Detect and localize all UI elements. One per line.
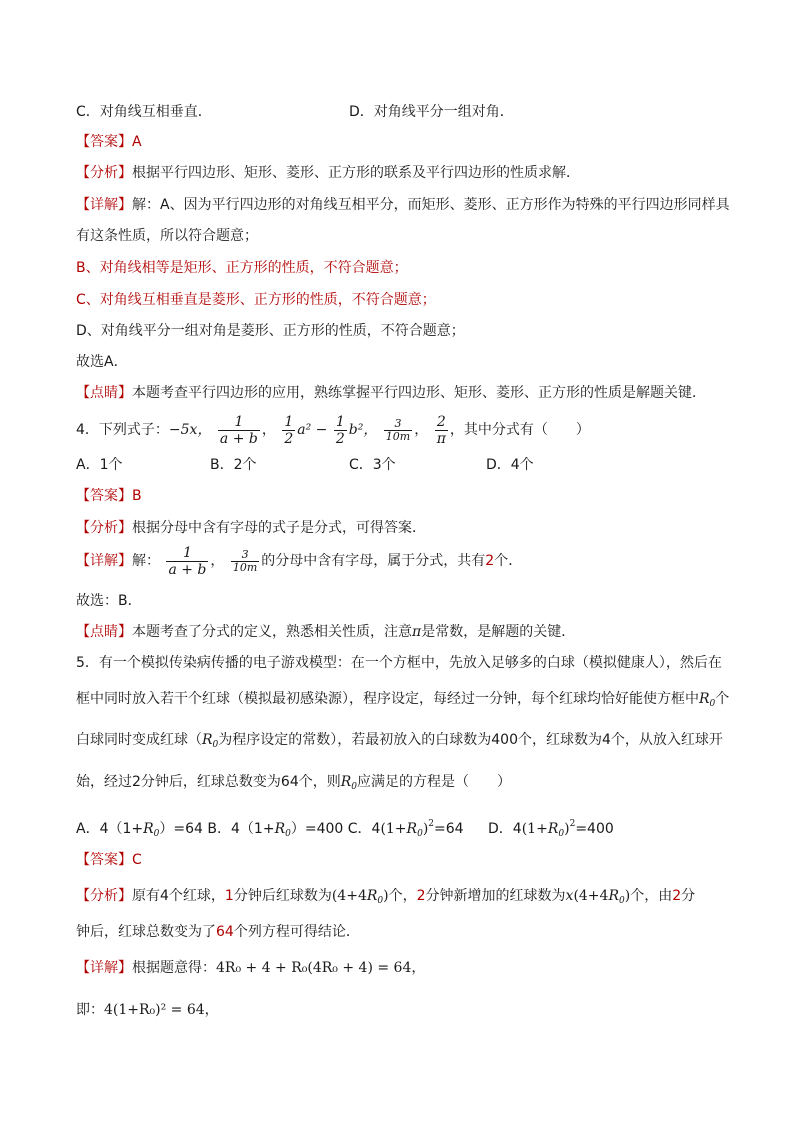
q4-answer-line (76, 486, 142, 506)
q3-detail-line-2: 有这条性质，所以符合题意； (76, 228, 258, 244)
fraction-numerator: 1 (182, 544, 192, 561)
detail-tag: 【详解】 (76, 553, 132, 569)
q5-analysis-line-2 (76, 922, 360, 942)
r0-symbol (699, 691, 715, 707)
q4-choose: 故选：B． (76, 593, 142, 609)
detail-tag: 【详解】 (76, 960, 132, 976)
fraction-denominator: 10m (385, 429, 411, 443)
r0-letter: R (143, 821, 154, 837)
q5-stem-3a: 白球同时变成红球（ (76, 732, 202, 748)
fraction-numerator: 1 (335, 413, 345, 430)
analysis-expression-1: $(4+4R_0)$ (331, 888, 389, 906)
r0-subscript: 0 (285, 829, 291, 839)
q5-option-c (348, 821, 464, 837)
then-equation: 4(1+R₀)² = 64， (104, 1002, 219, 1018)
fraction-denominator: 2 (284, 430, 294, 447)
option-b-text: B．4（1+ (207, 821, 275, 837)
q5-stem-1: 5．有一个模拟传染病传播的电子游戏模型：在一个方框中，先放入足够多的白球（模拟健康人），然后在 (76, 655, 722, 671)
q3-detail-line-1 (76, 195, 730, 215)
detail-tag: 【详解】 (76, 197, 132, 213)
option-d-text: D．4 (488, 821, 522, 837)
fraction-denominator: a + b (168, 561, 207, 578)
fraction-denominator: 2 (335, 430, 345, 447)
q3-answer-line (76, 132, 142, 152)
q4-a2: a² − (297, 422, 328, 438)
analysis-text: 根据平行四边形、矩形、菱形、正方形的联系及平行四边形的性质求解． (132, 165, 580, 181)
q3-option-d: D．对角线平分一组对角． (349, 104, 514, 120)
r0-subscript: 0 (153, 829, 160, 839)
q4-stem-suffix: ，其中分式有（ ） (449, 422, 590, 438)
q4-option-d: D．4个 (486, 457, 534, 473)
then-label: 即： (76, 1002, 104, 1018)
answer-tag: 【答案】 (76, 488, 132, 504)
comment-text: 本题考查平行四边形的应用，熟练掌握平行四边形、矩形、菱形、正方形的性质是解题关键． (132, 385, 706, 401)
r0-symbol (202, 732, 218, 748)
comment-text-b: 是常数，是解题的关键． (421, 624, 576, 640)
q3-option-c: C．对角线互相垂直． (76, 104, 212, 120)
fraction-numerator: 3 (394, 416, 402, 430)
answer-value: B (132, 488, 142, 504)
analysis-part: 个列方程可得结论． (233, 924, 360, 940)
q3-choose: 故选A． (76, 354, 128, 370)
analysis-tag: 【分析】 (76, 165, 132, 181)
r0-letter: R (547, 821, 559, 837)
q5-stem-4a: 始，经过2分钟后，红球总数变为64个，则 (76, 774, 341, 790)
q4-fraction-1 (218, 414, 260, 447)
q5-option-b (207, 821, 343, 837)
q5-stem-3 (76, 730, 723, 755)
analysis-number: 2 (416, 888, 426, 904)
analysis-part: 原有4个红球， (132, 888, 225, 904)
analysis-number: 1 (224, 888, 234, 904)
fraction-denominator: π (436, 430, 446, 447)
q5-then-line (76, 1000, 219, 1020)
analysis-part: 分 (681, 888, 696, 904)
q4-detail-fraction-1 (166, 545, 208, 578)
analysis-tag: 【分析】 (76, 888, 132, 904)
r0-subscript: 0 (351, 782, 358, 792)
q4-option-b: B．2个 (210, 457, 257, 473)
analysis-tag: 【分析】 (76, 520, 132, 536)
option-a-rest: ）=64 (159, 821, 203, 837)
answer-value: C (132, 852, 142, 868)
r0-symbol (275, 821, 291, 837)
detail-text: 根据题意得： (132, 960, 216, 976)
pi-symbol: π (412, 624, 422, 640)
fraction-numerator: 1 (284, 413, 294, 430)
q5-stem-4b: 应满足的方程是（ ） (357, 774, 512, 790)
q5-stem-4 (76, 772, 511, 797)
answer-tag: 【答案】 (76, 134, 132, 150)
q3-detail-d: D、对角线平分一组对角是菱形、正方形的性质，不符合题意； (76, 323, 465, 339)
fraction-denominator: a + b (219, 430, 258, 447)
q4-b2: b²， (348, 422, 378, 438)
detail-mid: 的分母中含有字母，属于分式，共有 (261, 553, 486, 569)
analysis-text: 根据分母中含有字母的式子是分式，可得答案． (132, 520, 426, 536)
r0-symbol (341, 774, 357, 790)
r0-letter: R (406, 821, 418, 837)
analysis-expression-2: $x(4+4R_0)$ (565, 888, 631, 906)
analysis-number: 64 (216, 924, 234, 940)
detail-count: 2 (485, 553, 495, 569)
q4-fraction-4 (435, 414, 448, 447)
q5-stem-2 (76, 689, 729, 714)
q3-detail-b: B、对角线相等是矩形、正方形的性质，不符合题意； (76, 260, 408, 276)
option-a-text: A．4（1+ (76, 821, 144, 837)
r0-letter: R (274, 821, 286, 837)
option-b-rest: ）=400 (290, 821, 344, 837)
detail-prefix: 解： (132, 553, 160, 569)
option-c-paren: $(1+R_0)^2$ (380, 819, 435, 839)
q5-option-a (76, 821, 203, 837)
r0-subscript: 0 (417, 829, 423, 839)
q3-detail-c: C、对角线互相垂直是菱形、正方形的性质，不符合题意； (76, 292, 436, 308)
analysis-number: 2 (672, 888, 682, 904)
q4-stem: 4．下列式子：−5x， $\frac{1}{a + b}$ ， $\frac{1}{2}$ a² − $\frac{1}{2}$ b²， $\frac{3}{10m}$ ， $\frac{2}{\pi}$ ，其中分式有（ ） (76, 413, 590, 447)
q3-analysis-line (76, 163, 580, 183)
answer-value: A (132, 134, 142, 150)
q4-stem-prefix: 4．下列式子： (76, 422, 169, 438)
r0-letter: R (699, 691, 710, 707)
q4-detail-fraction-2 (231, 549, 259, 574)
option-d-paren: $(1+R_0)^2$ (521, 819, 576, 839)
r0-subscript: 0 (558, 829, 565, 839)
analysis-part: 个，由 (630, 888, 673, 904)
q3-comment-line (76, 383, 706, 403)
fraction-numerator: 2 (436, 413, 446, 430)
q4-detail-line: 【详解】解： $\frac{1}{a + b}$ ， $\frac{3}{10m}$ 的分母中含有字母，属于分式，共有2个． (76, 544, 523, 578)
detail-suffix: 个． (494, 553, 523, 569)
q4-expr-1: −5x， (168, 422, 212, 438)
analysis-part: 钟后，红球总数变为了 (76, 924, 216, 940)
analysis-part: 分钟后红球数为 (233, 888, 332, 904)
q5-stem-2b: 个 (715, 691, 730, 707)
option-c-text: C．4 (347, 821, 381, 837)
q4-fraction-3 (384, 418, 412, 443)
q5-analysis-line-1 (76, 886, 695, 911)
detail-equation: 4R₀ + 4 + R₀(4R₀ + 4) = 64， (216, 960, 426, 976)
q5-options (76, 814, 614, 844)
q5-answer-line (76, 850, 142, 870)
q4-option-c: C．3个 (349, 457, 396, 473)
comment-text-a: 本题考查了分式的定义，熟悉相关性质，注意 (132, 624, 412, 640)
r0-subscript: 0 (709, 699, 716, 709)
option-c-rest: =64 (434, 821, 464, 837)
answer-tag: 【答案】 (76, 852, 132, 868)
fraction-denominator: 10m (232, 560, 258, 574)
q5-detail-line (76, 958, 425, 978)
q5-stem-2a: 框中同时放入若干个红球（模拟最初感染源），程序设定，每经过一分钟，每个红球均恰好能使方框中 (76, 691, 699, 707)
r0-symbol (143, 821, 159, 837)
q4-half-a (282, 414, 295, 447)
q5-stem-3b: 为程序设定的常数），若最初放入的白球数为400个，红球数为4个，从放入红球开 (218, 732, 723, 748)
fraction-numerator: 3 (241, 547, 249, 561)
r0-letter: R (202, 732, 213, 748)
comment-tag: 【点睛】 (76, 624, 132, 640)
q4-option-a: A．1个 (76, 457, 123, 473)
q4-comment-line (76, 622, 575, 642)
analysis-part: 分钟新增加的红球数为 (425, 888, 566, 904)
q4-half-b (334, 414, 347, 447)
fraction-numerator: 1 (234, 413, 244, 430)
q4-analysis-line (76, 518, 426, 538)
r0-subscript: 0 (212, 740, 219, 750)
r0-letter: R (340, 774, 352, 790)
option-d-rest: =400 (575, 821, 614, 837)
q5-option-d (488, 821, 614, 837)
analysis-part: 个， (388, 888, 417, 904)
comment-tag: 【点睛】 (76, 385, 132, 401)
detail-text: 解：A、因为平行四边形的对角线互相平分，而矩形、菱形、正方形作为特殊的平行四边形同样具 (132, 197, 730, 213)
